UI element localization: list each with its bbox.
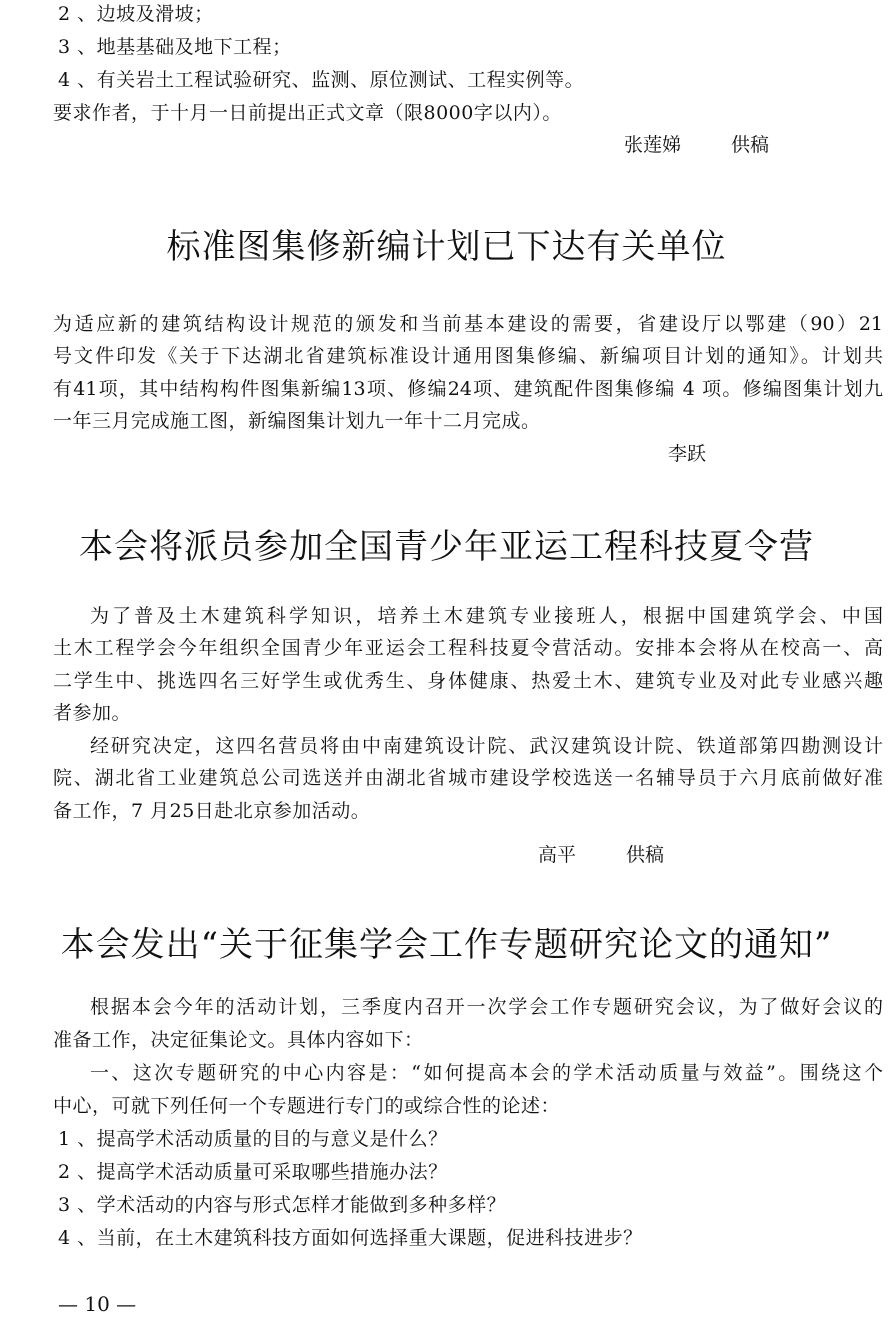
author-name: 张莲娣: [624, 134, 682, 156]
paragraph-line: 中心，可就下列任何一个专题进行专门的或综合性的论述：: [53, 1095, 561, 1117]
list-item: 2 、边坡及滑坡；: [58, 3, 214, 25]
submission-request: 要求作者，于十月一日前提出正式文章（限8000字以内）。: [53, 102, 562, 124]
byline: [624, 133, 769, 157]
credit-label: 供稿: [731, 134, 770, 156]
article-title: 标准图集修新编计划已下达有关单位: [166, 227, 727, 267]
author-name: 李跃: [668, 443, 707, 465]
paragraph-line: 一、这次专题研究的中心内容是：“如何提高本会的学术活动质量与效益”。围绕这个: [90, 1062, 883, 1084]
list-item: 1 、提高学术活动质量的目的与意义是什么？: [58, 1128, 448, 1150]
article-title: 本会将派员参加全国青少年亚运工程科技夏令营: [79, 527, 814, 567]
paragraph-line: 院、湖北省工业建筑总公司选送并由湖北省城市建设学校选送一名辅导员于六月底前做好准: [53, 767, 883, 789]
paragraph-line: 为了普及土木建筑科学知识，培养土木建筑专业接班人，根据中国建筑学会、中国: [90, 605, 883, 627]
paragraph-line: 有41项，其中结构构件图集新编13项、修编24项、建筑配件图集修编 4 项。修编图集计划九: [53, 378, 883, 400]
paragraph-line: 号文件印发《关于下达湖北省建筑标准设计通用图集修编、新编项目计划的通知》。计划共: [53, 345, 883, 367]
byline: [538, 843, 664, 867]
paragraph-line: 土木工程学会今年组织全国青少年亚运会工程科技夏令营活动。安排本会将从在校高一、高: [53, 637, 883, 659]
paragraph-line: 为适应新的建筑结构设计规范的颁发和当前基本建设的需要，省建设厅以鄂建（90）21: [53, 313, 883, 335]
page-number: — 10 —: [58, 1292, 137, 1316]
paragraph-line: 备工作，7 月25日赴北京参加活动。: [53, 800, 371, 822]
paragraph-line: 经研究决定，这四名营员将由中南建筑设计院、武汉建筑设计院、铁道部第四勘测设计: [90, 735, 883, 757]
paragraph-line: 者参加。: [53, 702, 132, 724]
list-item: 4 、当前，在土木建筑科技方面如何选择重大课题，促进科技进步？: [58, 1227, 643, 1249]
author-name: 高平: [538, 844, 577, 866]
list-item: 4 、有关岩土工程试验研究、监测、原位测试、工程实例等。: [58, 69, 585, 91]
credit-label: 供稿: [626, 844, 665, 866]
paragraph-line: 一年三月完成施工图，新编图集计划九一年十二月完成。: [53, 410, 541, 432]
list-item: 2 、提高学术活动质量可采取哪些措施办法？: [58, 1161, 448, 1183]
paragraph-line: 二学生中、挑选四名三好学生或优秀生、身体健康、热爱土木、建筑专业及对此专业感兴趣: [53, 670, 883, 692]
article-title: 本会发出“关于征集学会工作专题研究论文的通知”: [60, 925, 833, 965]
paragraph-line: 准备工作，决定征集论文。具体内容如下：: [53, 1029, 424, 1051]
list-item: 3 、学术活动的内容与形式怎样才能做到多种多样？: [58, 1194, 507, 1216]
list-item: 3 、地基基础及地下工程；: [58, 36, 292, 58]
paragraph-line: 根据本会今年的活动计划，三季度内召开一次学会工作专题研究会议，为了做好会议的: [90, 996, 883, 1018]
